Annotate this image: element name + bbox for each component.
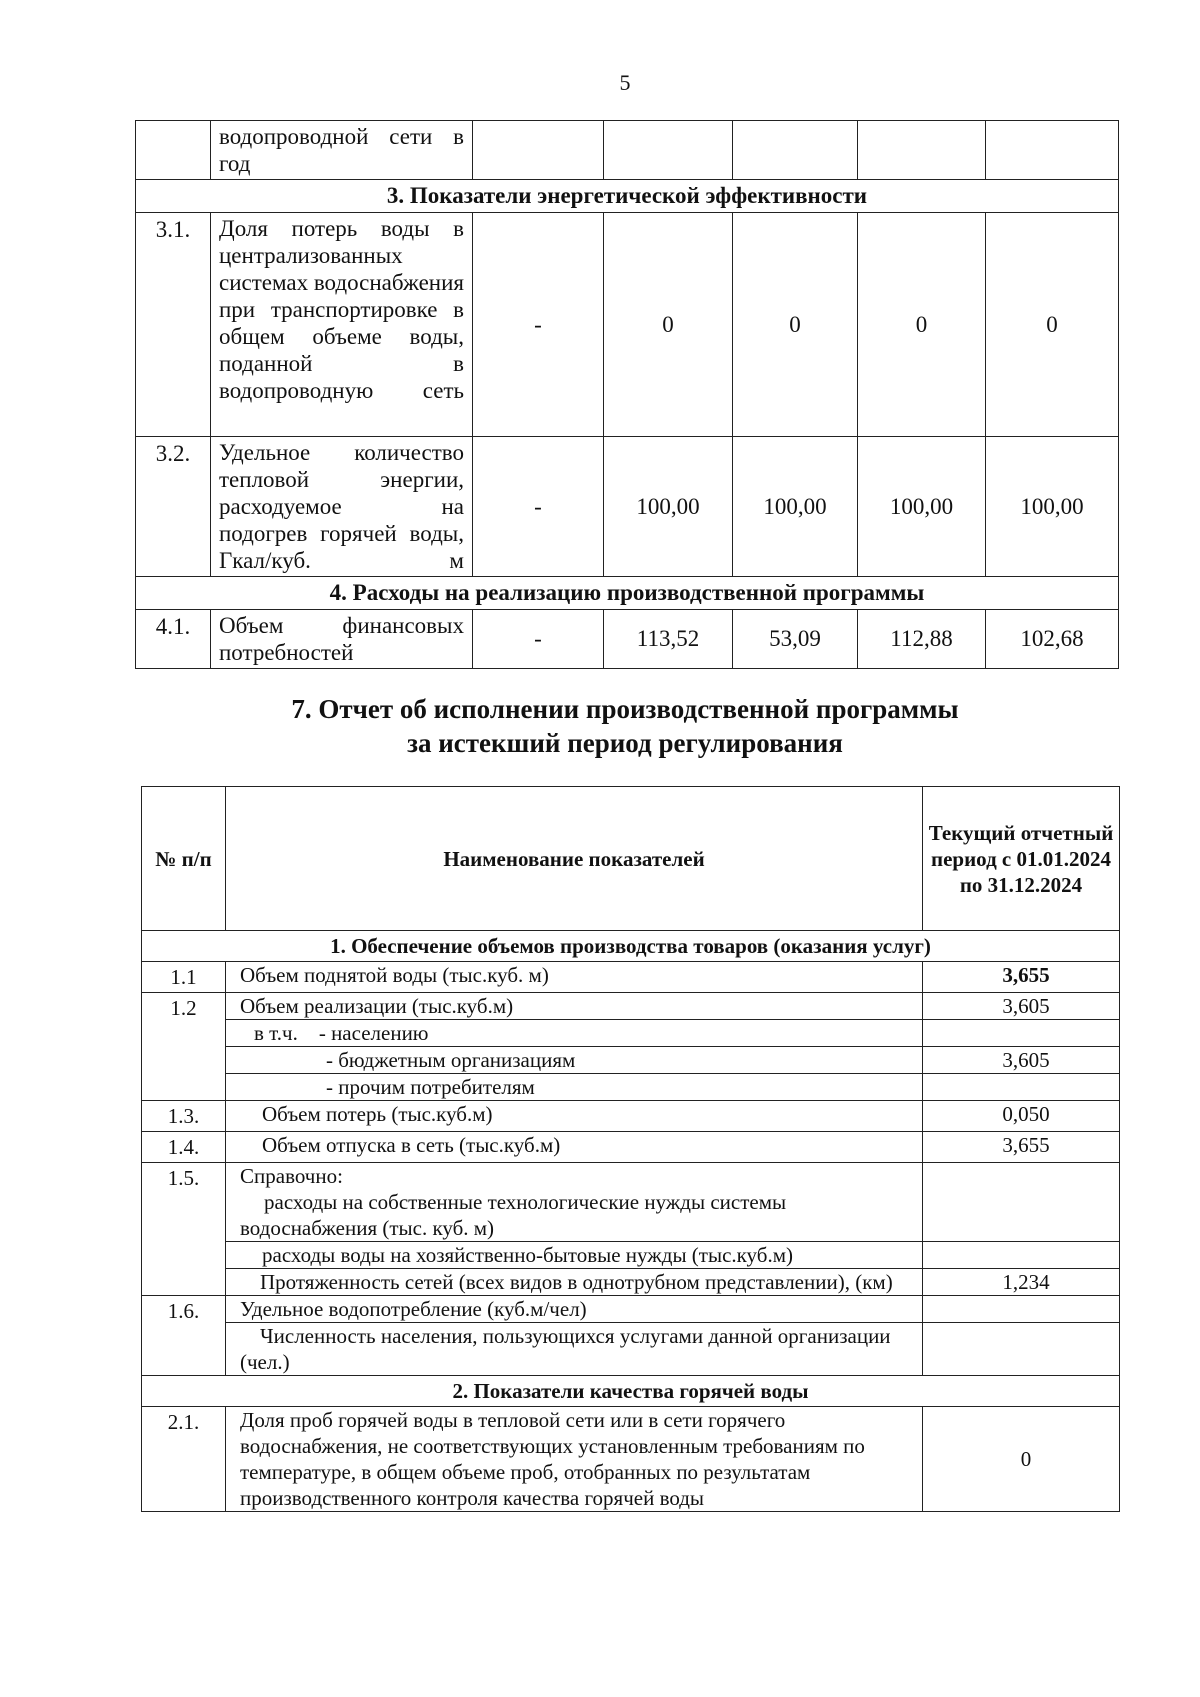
header-period: Текущий отчетный период с 01.01.2024 по 31.12.2024 [923, 787, 1120, 931]
value-cell: 0 [604, 213, 733, 437]
section-title: 3. Показатели энергетической эффективности [136, 180, 1119, 213]
value-cell: 100,00 [986, 437, 1119, 577]
name-cell: водопроводной сети в год [211, 121, 473, 180]
row-number: 1.1 [142, 962, 226, 993]
row-number: 1.2 [142, 993, 226, 1101]
section-row [142, 1376, 1120, 1407]
row-name: Численность населения, пользующихся услугами данной организации (чел.) [226, 1323, 923, 1376]
header-name: Наименование показателей [226, 787, 923, 931]
table-row [136, 610, 1119, 669]
table-row [142, 1132, 1120, 1163]
value-cell [923, 1296, 1120, 1323]
row-name: Объем реализации (тыс.куб.м) [226, 993, 923, 1020]
reference-label: Справочно: [240, 1164, 343, 1188]
value-cell: 3,655 [923, 1132, 1120, 1163]
value-cell: 100,00 [858, 437, 986, 577]
table-row [142, 1047, 1120, 1074]
table-row [136, 437, 1119, 577]
value-cell: 1,234 [923, 1269, 1120, 1296]
section-title: 2. Показатели качества горячей воды [142, 1376, 1120, 1407]
row-number: 3.2. [136, 437, 211, 577]
value-cell: 112,88 [858, 610, 986, 669]
value-cell [923, 1242, 1120, 1269]
table-row [142, 1242, 1120, 1269]
page-number: 5 [619, 70, 631, 95]
section-row [142, 931, 1120, 962]
row-name: Удельное количество тепловой энергии, расходуемое на подогрев горячей воды, Гкал/куб. м [211, 437, 473, 577]
header-row [142, 787, 1120, 931]
row-name: расходы воды на хозяйственно-бытовые нужды (тыс.куб.м) [226, 1242, 923, 1269]
report-table [141, 786, 1120, 1512]
row-number: 3.1. [136, 213, 211, 437]
row-name-text: расходы на собственные технологические нужды системы водоснабжения (тыс. куб. м) [240, 1190, 787, 1240]
value-cell: 3,655 [923, 962, 1120, 993]
header-num: № п/п [142, 787, 226, 931]
table-row [142, 1407, 1120, 1512]
table-row [142, 1323, 1120, 1376]
value-cell: 3,605 [923, 993, 1120, 1020]
value-cell: 100,00 [733, 437, 858, 577]
report-title: 7. Отчет об исполнении производственной программы [291, 694, 959, 724]
value-cell: 3,605 [923, 1047, 1120, 1074]
row-name: Объем отпуска в сеть (тыс.куб.м) [226, 1132, 923, 1163]
table-row [142, 1269, 1120, 1296]
value-cell: - [473, 437, 604, 577]
table-row [142, 1163, 1120, 1242]
section-row [136, 180, 1119, 213]
row-name: Удельное водопотребление (куб.м/чел) [226, 1296, 923, 1323]
row-number: 2.1. [142, 1407, 226, 1512]
value-cell: 0 [733, 213, 858, 437]
table-row [142, 993, 1120, 1020]
table-row [142, 1296, 1120, 1323]
row-name: в т.ч. - населению [226, 1020, 923, 1047]
energy-efficiency-table [135, 120, 1119, 669]
row-number: 4.1. [136, 610, 211, 669]
table-row [142, 1101, 1120, 1132]
value-cell [923, 1074, 1120, 1101]
section-title: 1. Обеспечение объемов производства товаров (оказания услуг) [142, 931, 1120, 962]
row-name: Доля потерь воды в централизованных системах водоснабжения при транспортировке в общем объеме воды, поданной в водопроводную сеть [211, 213, 473, 437]
row-name: - прочим потребителям [226, 1074, 923, 1101]
row-number: 1.4. [142, 1132, 226, 1163]
row-name: Доля проб горячей воды в тепловой сети или в сети горячего водоснабжения, не соответствующих установленным требованиям по температуре, в общем объеме проб, отобранных по результатам производственного контроля качества горячей воды [226, 1407, 923, 1512]
value-cell: 113,52 [604, 610, 733, 669]
value-cell: 53,09 [733, 610, 858, 669]
value-cell: - [473, 213, 604, 437]
table-row [142, 962, 1120, 993]
table-row [136, 121, 1119, 180]
row-name: Протяженность сетей (всех видов в однотрубном представлении), (км) [226, 1269, 923, 1296]
row-name [226, 1163, 923, 1242]
table-row [136, 213, 1119, 437]
value-cell: 0 [986, 213, 1119, 437]
row-name: Объем потерь (тыс.куб.м) [226, 1101, 923, 1132]
value-cell: 0 [923, 1407, 1120, 1512]
value-cell [923, 1323, 1120, 1376]
num-cell [136, 121, 211, 180]
row-name: - бюджетным организациям [226, 1047, 923, 1074]
row-name: Объем финансовых потребностей [211, 610, 473, 669]
row-number: 1.3. [142, 1101, 226, 1132]
value-cell: 102,68 [986, 610, 1119, 669]
value-cell: 0 [858, 213, 986, 437]
row-name: Объем поднятой воды (тыс.куб. м) [226, 962, 923, 993]
row-number: 1.6. [142, 1296, 226, 1376]
section-row [136, 577, 1119, 610]
table-row [142, 1020, 1120, 1047]
report-subtitle: за истекший период регулирования [407, 728, 843, 758]
value-cell: 100,00 [604, 437, 733, 577]
value-cell [923, 1163, 1120, 1242]
section-title: 4. Расходы на реализацию производственной программы [136, 577, 1119, 610]
value-cell: 0,050 [923, 1101, 1120, 1132]
row-number: 1.5. [142, 1163, 226, 1296]
value-cell [923, 1020, 1120, 1047]
table-row [142, 1074, 1120, 1101]
value-cell: - [473, 610, 604, 669]
